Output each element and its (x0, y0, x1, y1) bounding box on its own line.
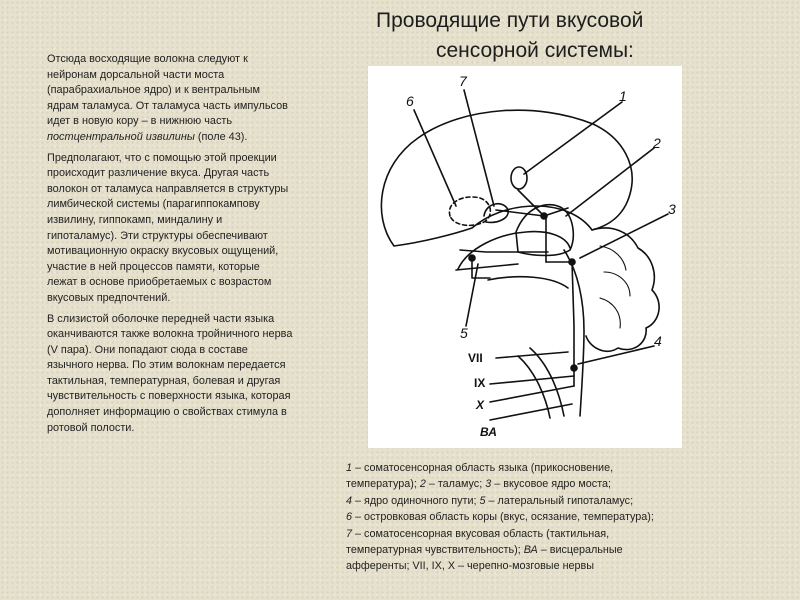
pontine-nucleus-dot (569, 259, 575, 265)
caption-text-2a: температура); (346, 478, 420, 491)
label-2: 2 (653, 135, 661, 151)
taste-pathway-figure (368, 66, 682, 448)
somatosensory-area-ellipse (511, 167, 527, 189)
description-text (47, 52, 293, 441)
slide-title-line-2: сенсорной системы: (436, 39, 634, 62)
leader-line-7 (464, 90, 494, 206)
limbic-tract (460, 250, 548, 252)
base-line (456, 264, 518, 270)
caption-abbr-va: ВА (523, 544, 538, 557)
caption-text-4: – островковая область коры (вкус, осязание, температура); (352, 511, 654, 524)
caption-text-5: – соматосенсорная вкусовая область (тактильная, (352, 527, 610, 540)
caption-line-1 (346, 460, 746, 476)
visceral-afferents-line (490, 404, 572, 420)
nerve-vii-line (496, 352, 568, 358)
paragraph-3: В слизистой оболочке передней части языка оканчиваются также волокна тройничного нерва (V пара). Они попадают сюда в составе язычного нерва. По этим волокнам передается тактильная, температурная, болевая и другая чувствительность с поверхности языка, которая дополняет информацию о свойствах стимула в ротовой полости. (47, 312, 293, 434)
label-visceral-afferents: ВА (480, 425, 497, 439)
caption-line-2 (346, 476, 746, 492)
label-nerve-vii: VII (468, 351, 483, 365)
caption-text-3b: – латеральный гипоталамус; (485, 494, 634, 507)
cerebral-hemisphere (381, 110, 632, 246)
caption-text-7: афференты; VII, IX, X – черепно-мозговые нервы (346, 560, 595, 573)
caption-text-2c: – вкусовое ядро моста; (491, 478, 612, 491)
temporal-lobe-contour (458, 232, 570, 269)
solitary-nucleus-dot (571, 365, 577, 371)
slide-title-line-1: Проводящие пути вкусовой (376, 9, 644, 32)
caption-line-3 (346, 493, 746, 509)
caption-text-1: – соматосенсорная область языка (прикосновение, (352, 462, 614, 474)
leader-line-1 (524, 102, 622, 174)
label-nerve-ix: IX (474, 376, 486, 390)
caption-num-3: 3 (485, 478, 492, 491)
caption-num-6: 6 (346, 511, 353, 524)
label-6: 6 (406, 93, 414, 109)
caption-num-2: 2 (419, 478, 426, 491)
insular-cortex-area (449, 197, 490, 225)
caption-text-2b: – таламус; (425, 478, 486, 491)
caption-num-5: 5 (479, 494, 486, 507)
caption-line-5 (346, 526, 746, 542)
label-5: 5 (460, 325, 468, 341)
cerebellum-folia (600, 246, 630, 328)
leader-line-6 (414, 110, 456, 206)
paragraph-2: Предполагают, что с помощью этой проекции происходит различение вкуса. Другая часть волокон от таламуса направляется в структуры лимбической системы (парагиппокампову извилину, гиппокамп, миндалину и гипоталамус). Эти структуры обеспечивают мотивационную окраску вкусовых ощущений, участие в ней процессов памяти, которые лежат в основе приобретаемых с возрастом вкусовых предпочтений. (47, 151, 289, 304)
hypothalamic-tract (472, 260, 490, 278)
cerebellum (586, 228, 659, 351)
leader-line-3 (580, 214, 668, 258)
label-1: 1 (619, 88, 627, 104)
paragraph-1 (47, 52, 293, 146)
caption-line-7 (346, 558, 746, 574)
caption-num-1: 1 (346, 462, 353, 474)
label-3: 3 (668, 201, 676, 217)
caption-num-4: 4 (346, 494, 353, 507)
leader-line-2 (566, 148, 654, 216)
caption-text-6a: температурная чувствительность); (346, 544, 524, 557)
nerve-ix-line (490, 376, 574, 384)
pons-contour (488, 277, 568, 288)
slide-title (360, 6, 750, 66)
figure-caption (346, 460, 746, 575)
paragraph-1-term: постцентральной извилины (47, 130, 195, 143)
caption-text-6b: – висцеральные (537, 544, 623, 557)
label-7: 7 (459, 73, 467, 89)
paragraph-1-end: (поле 43). (194, 130, 248, 143)
caption-text-3a: – ядро одиночного пути; (352, 494, 480, 507)
label-nerve-x: X (476, 398, 485, 412)
thalamus-nucleus-dot (541, 213, 547, 219)
label-4: 4 (654, 333, 662, 349)
hypothalamus-dot (469, 255, 475, 261)
caption-line-4 (346, 509, 746, 525)
nerve-x-line (490, 386, 574, 402)
thalamocortical-tract (496, 190, 568, 216)
caption-num-7: 7 (346, 527, 353, 540)
paragraph-1-start: Отсюда восходящие волокна следуют к нейронам дорсальной части моста (парабрахиальное ядро) и к вентральным ядрам таламуса. От таламуса часть импульсов идет в новую кору – в нижнюю часть (47, 53, 288, 128)
brain-diagram (368, 66, 682, 448)
caption-line-6 (346, 542, 746, 558)
